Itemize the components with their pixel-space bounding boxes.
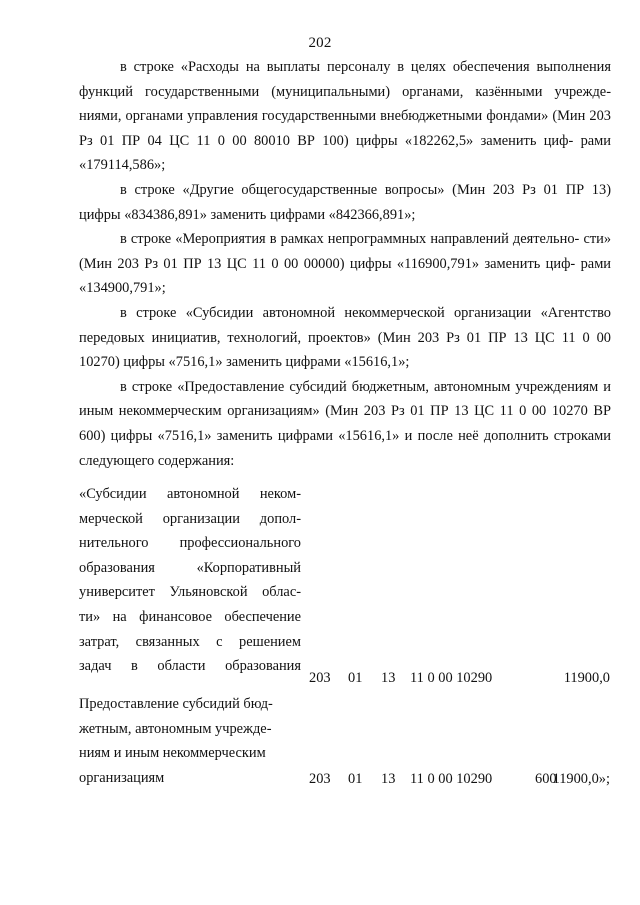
description-line: Предоставление субсидий бюд- xyxy=(79,696,273,712)
text-line: цифры «834386,891» заменить цифрами «842366,891»; xyxy=(79,206,416,223)
amendment-text xyxy=(79,55,611,473)
text-line: функций государственными (муниципальными) органами, казёнными учрежде- xyxy=(79,83,611,100)
cell-amount: 11900,0»; xyxy=(552,771,610,788)
text-line: сти» (Мин 203 Рз 01 ПР 13 ЦС 11 0 00 00000) цифры «116900,791» заменить циф- xyxy=(79,231,612,272)
cell-section-code: 01 xyxy=(348,771,363,788)
paragraph-non-program-activities xyxy=(79,227,611,301)
description-line: ти» на финансовое обеспечение xyxy=(79,608,301,625)
cell-amount: 11900,0 xyxy=(563,670,610,687)
cell-ministry-code: 203 xyxy=(309,670,331,687)
text-line: в строке «Расходы на выплаты персоналу в целях обеспечения выполнения xyxy=(120,59,611,75)
paragraph-general-state-issues xyxy=(79,178,611,227)
table-row xyxy=(79,482,619,691)
cell-target-article-code: 11 0 00 10290 xyxy=(410,771,493,788)
description-line: нительного профессионального xyxy=(79,535,301,552)
description-line: организациям xyxy=(79,769,165,786)
cell-section-code: 01 xyxy=(348,670,363,687)
text-line: в строке «Предоставление субсидий бюджетным, автономным учреждениям xyxy=(120,378,604,395)
description-line: жетным, автономным учрежде- xyxy=(79,720,272,737)
description-line: образования «Корпоративный xyxy=(79,559,301,576)
paragraph-subsidies-provision xyxy=(79,375,611,473)
description-line: затрат, связанных с решением xyxy=(79,633,301,650)
text-line: рами «134900,791»; xyxy=(79,255,611,297)
text-line: и иным некоммерческим организациям» (Мин 203 Рз 01 ПР 13 ЦС 11 0 00 10270 xyxy=(79,378,611,420)
cell-subsection-code: 13 xyxy=(381,771,396,788)
cell-target-article-code: 11 0 00 10290 xyxy=(410,670,493,687)
paragraph-subsidies-agency xyxy=(79,301,611,375)
text-line: в строке «Субсидии автономной некоммерческой организации «Агентство xyxy=(120,304,611,321)
text-line: передовых инициатив, технологий, проектов» (Мин 203 Рз 01 ПР 13 xyxy=(79,329,535,346)
text-line: в строке «Другие общегосударственные вопросы» (Мин 203 Рз 01 ПР 13) xyxy=(120,181,611,198)
budget-table xyxy=(79,482,619,792)
text-line: ЦС 11 0 00 10270) цифры «7516,1» заменить цифрами «15616,1»; xyxy=(79,329,612,371)
text-line: ниями, органами управления государственными внебюджетными фондами» xyxy=(79,108,553,125)
cell-ministry-code: 203 xyxy=(309,771,331,788)
paragraph-expenses-personnel xyxy=(79,55,611,178)
row-description xyxy=(79,692,301,790)
page-number: 202 xyxy=(308,35,332,51)
text-line: рами «179114,586»; xyxy=(79,132,611,174)
description-line: ниям и иным некоммерческим xyxy=(79,745,266,762)
text-line: (Мин 203 Рз 01 ПР 04 ЦС 11 0 00 80010 ВР 100) цифры «182262,5» заменить циф- xyxy=(79,108,611,149)
description-line: «Субсидии автономной неком- xyxy=(79,486,301,502)
row-description xyxy=(79,482,301,679)
description-line: университет Ульяновской облас- xyxy=(79,584,301,601)
text-line: строками следующего содержания: xyxy=(79,427,611,469)
cell-subsection-code: 13 xyxy=(381,670,396,687)
description-line: мерческой организации допол- xyxy=(79,510,301,527)
table-row xyxy=(79,692,619,792)
description-line: задач в области образования xyxy=(79,658,301,675)
text-line: в строке «Мероприятия в рамках непрограммных направлений деятельно- xyxy=(120,231,580,248)
cell-expense-type-code: 600 xyxy=(535,771,557,788)
text-line: ВР 600) цифры «7516,1» заменить цифрами «15616,1» и после неё дополнить xyxy=(79,403,611,444)
